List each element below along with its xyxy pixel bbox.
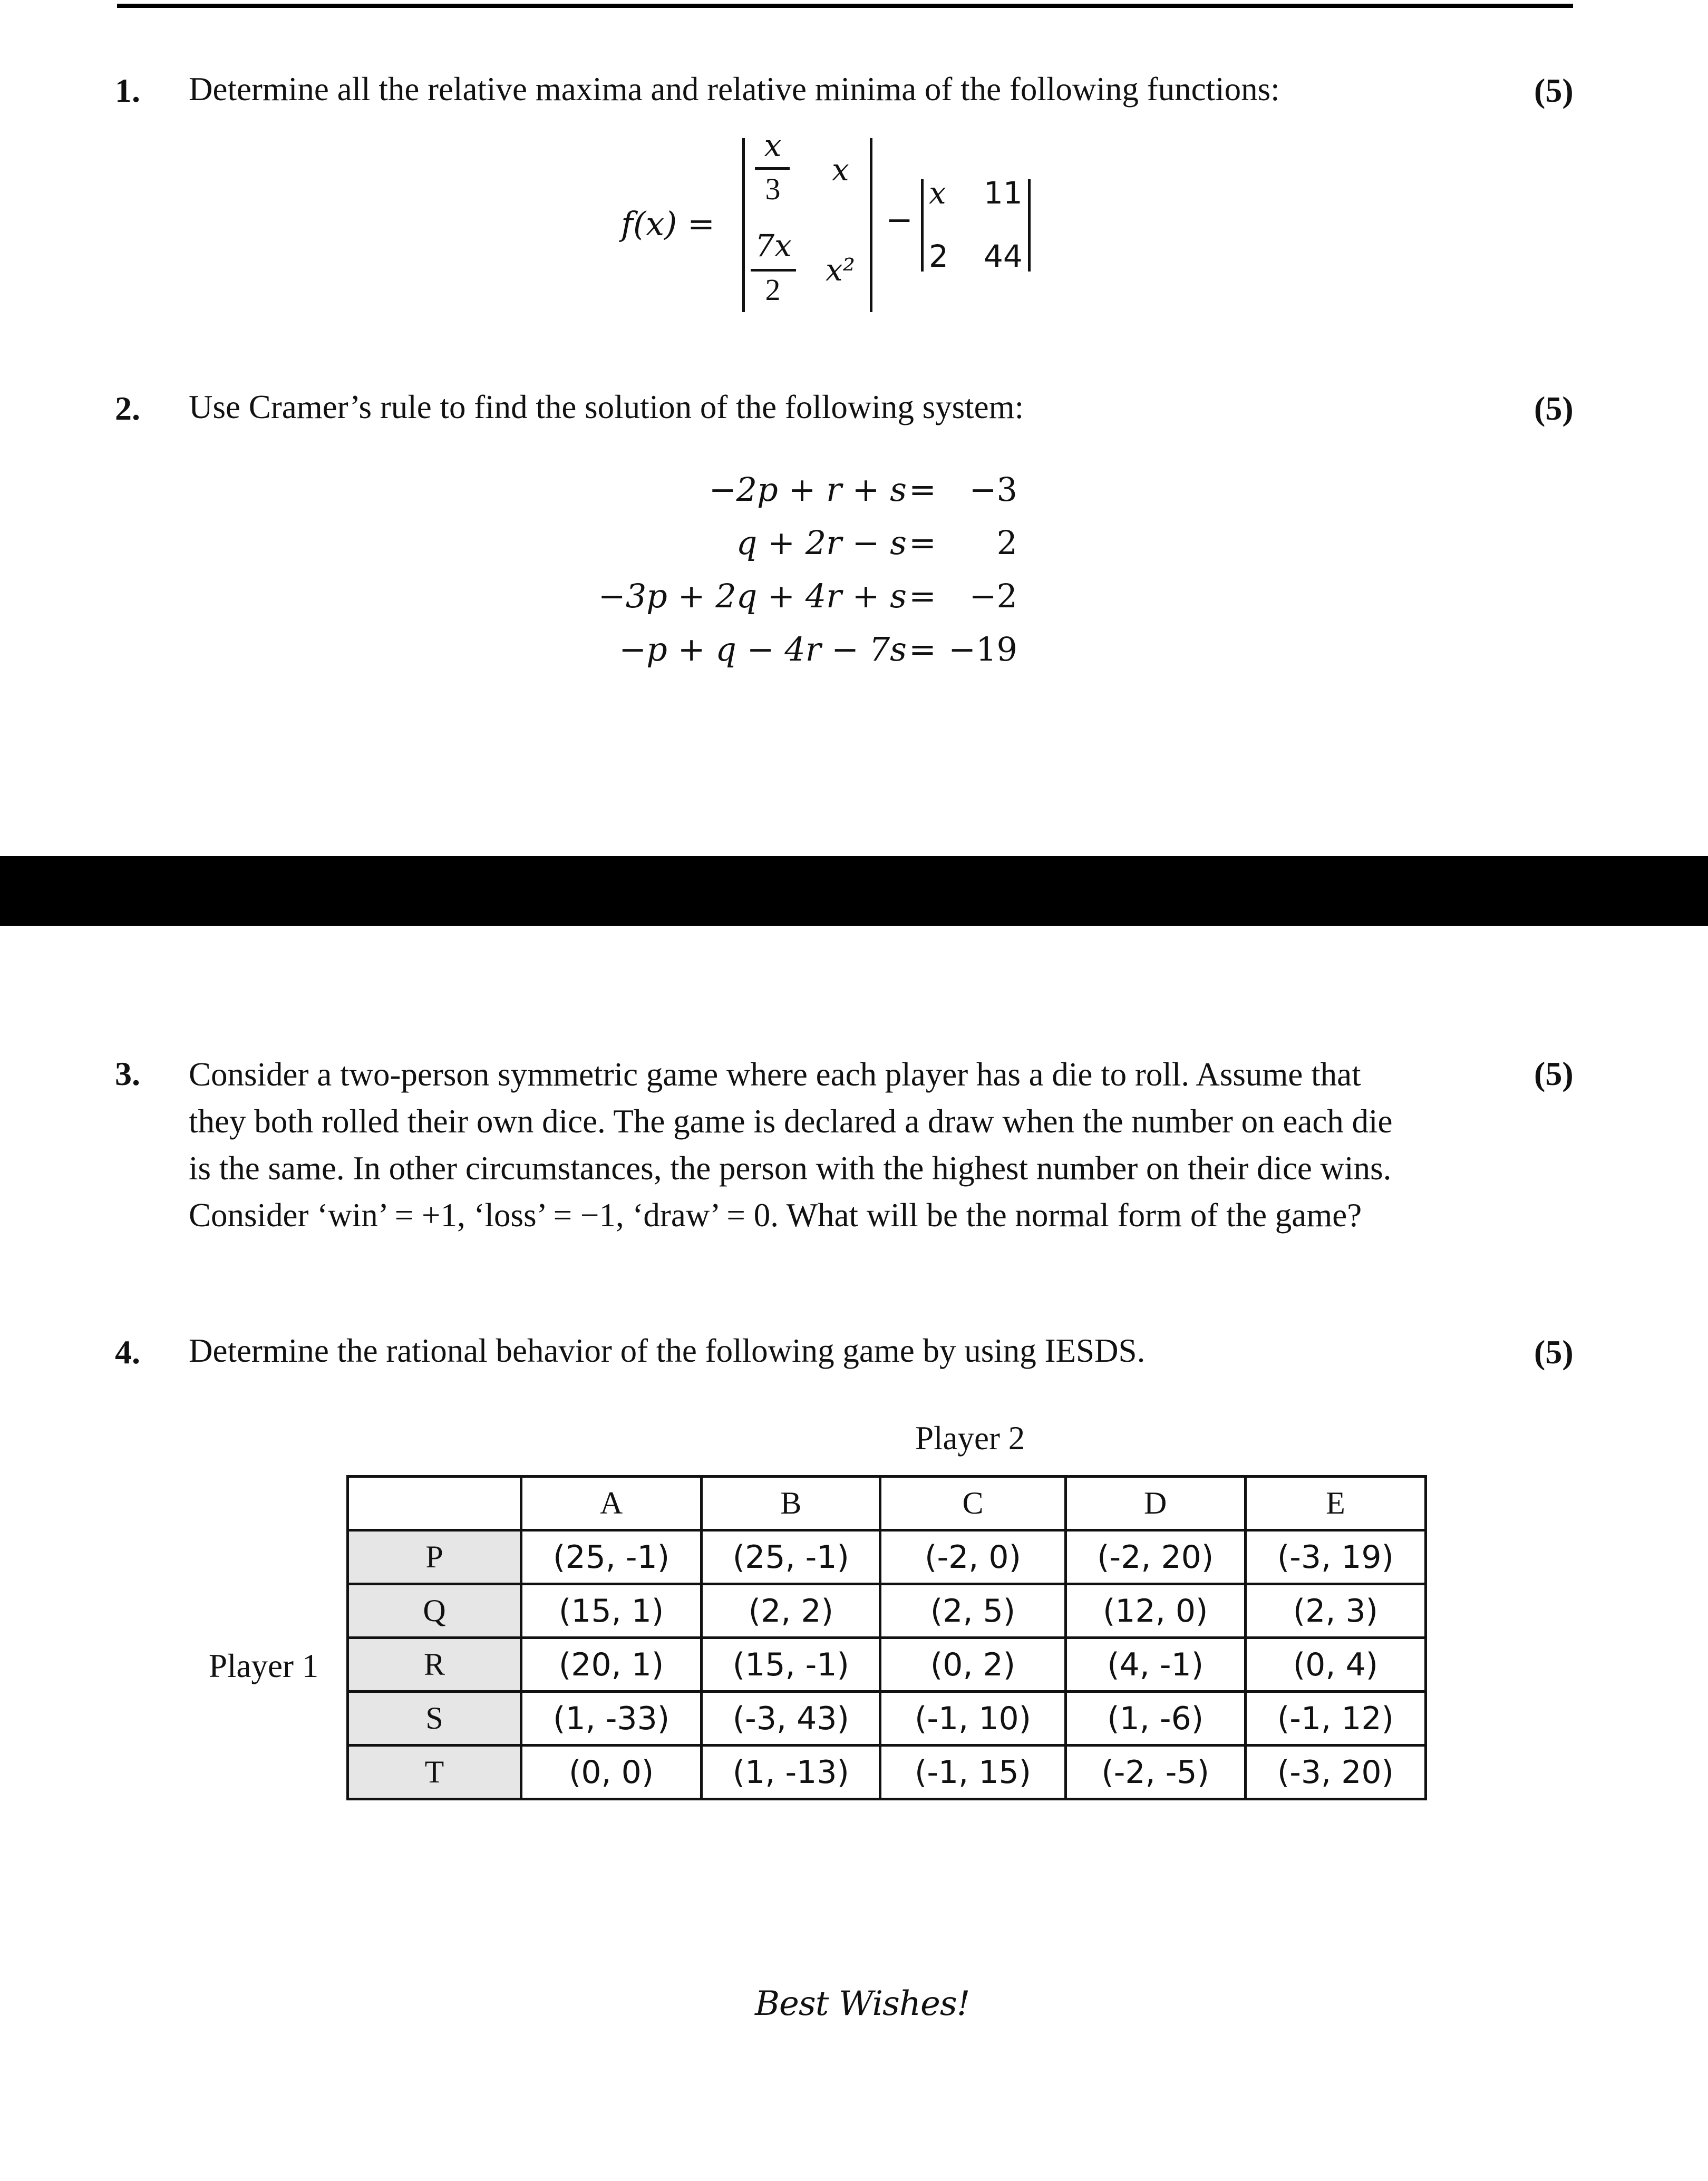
equation-rhs: 2 bbox=[996, 524, 1017, 562]
payoff-cell: (-1, 10) bbox=[880, 1692, 1065, 1746]
question-3-marks: (5) bbox=[1534, 1055, 1574, 1092]
payoff-matrix bbox=[346, 1475, 1427, 1800]
question-2-marks: (5) bbox=[1534, 390, 1574, 427]
player-1-label: Player 1 bbox=[209, 1647, 319, 1684]
question-3-text bbox=[189, 1051, 1475, 1239]
equation-rhs: −3 bbox=[969, 470, 1017, 509]
corner-cell bbox=[348, 1477, 521, 1530]
question-2-text: Use Cramer’s rule to find the solution of the following system: bbox=[189, 389, 1024, 425]
det2-c: 2 bbox=[929, 238, 948, 274]
table-row bbox=[348, 1746, 1426, 1799]
payoff-cell: (-1, 15) bbox=[880, 1746, 1065, 1799]
question-3-number: 3. bbox=[115, 1055, 140, 1092]
payoff-cell: (25, -1) bbox=[702, 1530, 880, 1584]
equation-system bbox=[496, 463, 1075, 676]
payoff-cell: (-2, -5) bbox=[1065, 1746, 1245, 1799]
payoff-cell: (0, 2) bbox=[880, 1638, 1065, 1692]
equation-equals: = bbox=[909, 470, 936, 509]
payoff-cell: (0, 4) bbox=[1245, 1638, 1425, 1692]
equation-equals: = bbox=[909, 524, 936, 562]
payoff-cell: (20, 1) bbox=[521, 1638, 702, 1692]
equation-lhs: q + 2r − s bbox=[736, 524, 907, 562]
question-3-line: Consider a two-person symmetric game where each player has a die to roll. Assume that bbox=[189, 1056, 1361, 1093]
equation-equals: = bbox=[909, 577, 936, 615]
payoff-cell: (25, -1) bbox=[521, 1530, 702, 1584]
payoff-cell: (-3, 19) bbox=[1245, 1530, 1425, 1584]
question-1-marks: (5) bbox=[1534, 72, 1574, 109]
det1-d: x² bbox=[826, 252, 855, 288]
black-separator-band bbox=[0, 856, 1708, 926]
closing-best-wishes: Best Wishes! bbox=[755, 1984, 970, 2023]
row-header: S bbox=[348, 1692, 521, 1746]
equation-lhs: −p + q − 4r − 7s bbox=[619, 630, 907, 668]
column-header: D bbox=[1065, 1477, 1245, 1530]
question-1-text: Determine all the relative maxima and relative minima of the following functions: bbox=[189, 71, 1280, 108]
payoff-cell: (15, 1) bbox=[521, 1584, 702, 1638]
payoff-cell: (15, -1) bbox=[702, 1638, 880, 1692]
payoff-cell: (2, 2) bbox=[702, 1584, 880, 1638]
table-row bbox=[348, 1530, 1426, 1584]
table-row bbox=[348, 1692, 1426, 1746]
row-header: R bbox=[348, 1638, 521, 1692]
player-2-label: Player 2 bbox=[915, 1420, 1025, 1457]
column-header: B bbox=[702, 1477, 880, 1530]
header-row bbox=[348, 1477, 1426, 1530]
question-3-line: Consider ‘win’ = +1, ‘loss’ = −1, ‘draw’ = 0. What will be the normal form of the game? bbox=[189, 1197, 1362, 1234]
column-header: E bbox=[1245, 1477, 1425, 1530]
equation-row bbox=[496, 623, 1075, 676]
det1-a-denominator: 3 bbox=[765, 172, 781, 206]
function-lhs: f(x) = bbox=[621, 205, 715, 243]
table-row bbox=[348, 1584, 1426, 1638]
payoff-cell: (0, 0) bbox=[521, 1746, 702, 1799]
equation-lhs: −2p + r + s bbox=[709, 470, 907, 509]
payoff-cell: (-1, 12) bbox=[1245, 1692, 1425, 1746]
det2-a: x bbox=[929, 175, 946, 211]
det1-c-numerator: 7x bbox=[755, 228, 792, 264]
row-header: P bbox=[348, 1530, 521, 1584]
question-4-text: Determine the rational behavior of the following game by using IESDS. bbox=[189, 1332, 1146, 1369]
question-3-line: is the same. In other circumstances, the person with the highest number on their dice wins. bbox=[189, 1150, 1392, 1187]
det1-b: x bbox=[832, 152, 849, 188]
equation-row bbox=[496, 516, 1075, 569]
det1-c-denominator: 2 bbox=[765, 273, 781, 307]
question-4-number: 4. bbox=[115, 1333, 140, 1371]
top-rule bbox=[117, 4, 1573, 8]
det1-right-bar bbox=[870, 138, 872, 312]
question-4-marks: (5) bbox=[1534, 1333, 1574, 1371]
payoff-cell: (1, -6) bbox=[1065, 1692, 1245, 1746]
payoff-cell: (-2, 20) bbox=[1065, 1530, 1245, 1584]
payoff-cell: (-3, 20) bbox=[1245, 1746, 1425, 1799]
equation-rhs: −19 bbox=[948, 630, 1017, 668]
question-2-number: 2. bbox=[115, 390, 140, 427]
det2-left-bar bbox=[921, 179, 924, 272]
payoff-cell: (1, -13) bbox=[702, 1746, 880, 1799]
question-1-number: 1. bbox=[115, 72, 140, 109]
table-row bbox=[348, 1638, 1426, 1692]
column-header: A bbox=[521, 1477, 702, 1530]
det1-a-numerator: x bbox=[764, 128, 782, 163]
det1-c-fraction-bar bbox=[751, 269, 796, 272]
det2-right-bar bbox=[1028, 179, 1031, 272]
equation-row bbox=[496, 463, 1075, 516]
minus-sign: − bbox=[886, 200, 913, 239]
det1-a-fraction-bar bbox=[755, 167, 790, 170]
payoff-cell: (12, 0) bbox=[1065, 1584, 1245, 1638]
row-header: Q bbox=[348, 1584, 521, 1638]
payoff-cell: (-3, 43) bbox=[702, 1692, 880, 1746]
equation-lhs: −3p + 2q + 4r + s bbox=[598, 577, 907, 615]
equation-rhs: −2 bbox=[969, 577, 1017, 615]
payoff-cell: (2, 5) bbox=[880, 1584, 1065, 1638]
payoff-cell: (-2, 0) bbox=[880, 1530, 1065, 1584]
row-header: T bbox=[348, 1746, 521, 1799]
payoff-cell: (1, -33) bbox=[521, 1692, 702, 1746]
equation-equals: = bbox=[909, 630, 936, 668]
det2-b: 11 bbox=[984, 175, 1023, 211]
det2-d: 44 bbox=[984, 238, 1023, 274]
det1-left-bar bbox=[742, 138, 745, 312]
equation-row bbox=[496, 569, 1075, 623]
question-3-line: they both rolled their own dice. The game is declared a draw when the number on each die bbox=[189, 1103, 1393, 1140]
payoff-cell: (2, 3) bbox=[1245, 1584, 1425, 1638]
column-header: C bbox=[880, 1477, 1065, 1530]
payoff-cell: (4, -1) bbox=[1065, 1638, 1245, 1692]
